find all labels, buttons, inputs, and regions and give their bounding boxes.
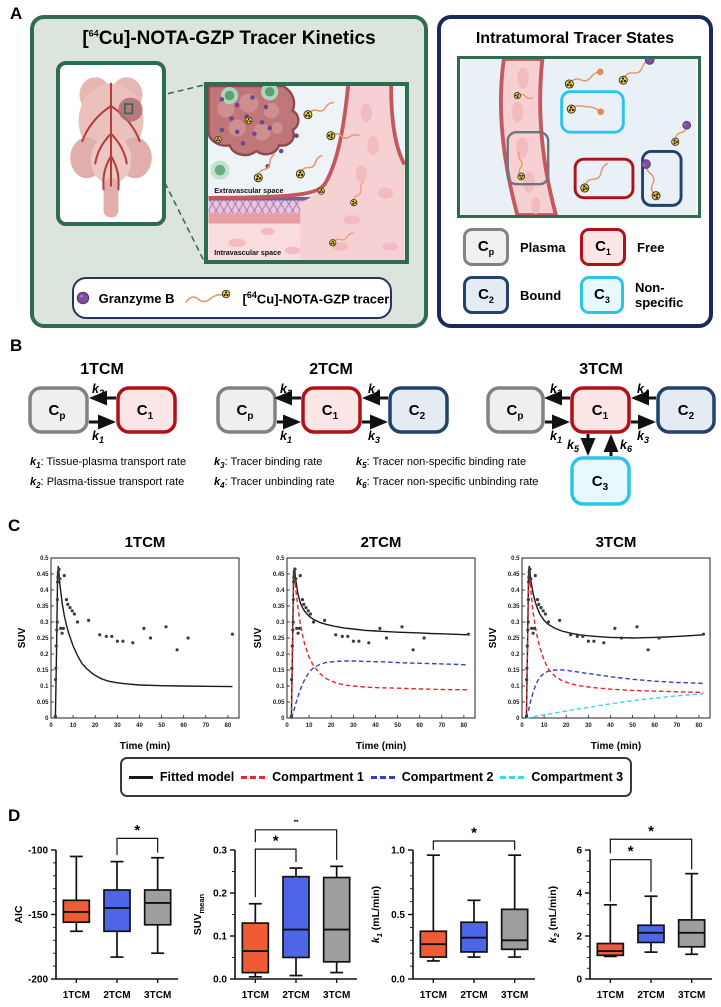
legend-line-sample [129, 776, 153, 779]
svg-text:0.25: 0.25 [36, 636, 49, 642]
microenvironment-inset [204, 82, 409, 264]
svg-text:0: 0 [520, 723, 524, 729]
svg-text:0: 0 [576, 974, 582, 986]
x-axis-label: Time (min) [590, 741, 642, 752]
chart-title: 1TCM [124, 534, 166, 551]
panel-d-label: D [8, 806, 21, 825]
svg-text:0: 0 [285, 723, 289, 729]
significance-star: * [648, 822, 654, 840]
boxplot-suvmean [189, 820, 365, 1005]
legend-line-sample [241, 776, 265, 779]
box-3tcm [502, 855, 528, 957]
category-label: 2TCM [282, 990, 310, 1001]
svg-text:Cp: $C_p$ [236, 402, 254, 422]
svg-text:50: 50 [394, 723, 401, 729]
svg-text:C1: $C_1$ [136, 402, 154, 422]
svg-text:20: 20 [327, 723, 335, 729]
svg-text:k2: $k_2$ [92, 382, 104, 398]
tracer-label: [$^{64}$Cu]-NOTA-GZP tracer [242, 289, 390, 307]
svg-text:10: 10 [540, 723, 548, 729]
intratumoral-illustration-box [457, 56, 701, 218]
x-axis-label: Time (min) [355, 741, 407, 752]
significance-star: * [272, 832, 279, 850]
category-label: 3TCM [323, 990, 351, 1001]
svg-text:0.4: 0.4 [40, 588, 49, 594]
y-axis-label: $k_1$ (mL/min) [370, 885, 384, 944]
boxplot-k1 [367, 820, 543, 1005]
tracer-kinetics-box [30, 15, 428, 328]
series-fitted-model [526, 566, 703, 718]
svg-text:0.4: 0.4 [511, 588, 520, 594]
cp-chip: $C_p$ [463, 228, 509, 266]
svg-text:0.15: 0.15 [272, 668, 285, 674]
series-compartment-3 [526, 694, 703, 718]
tac-chart-2tcm [252, 532, 484, 754]
svg-text:30: 30 [350, 723, 357, 729]
svg-text:0.45: 0.45 [36, 572, 49, 578]
svg-text:k5: $k_5$ [567, 438, 579, 454]
box-3tcm [145, 858, 171, 953]
svg-text:0.3: 0.3 [40, 620, 49, 626]
svg-text:60: 60 [651, 723, 659, 729]
significance-star: * [471, 824, 477, 842]
significance-star: * [134, 821, 141, 839]
svg-text:0.35: 0.35 [272, 604, 285, 610]
chart-svg [16, 532, 248, 754]
legend-item-2 [371, 770, 494, 784]
significance-bracket [610, 860, 651, 902]
chart-svg [252, 532, 484, 754]
svg-text:0.1: 0.1 [213, 931, 227, 943]
box-1tcm [597, 905, 623, 957]
series-fitted-model [55, 566, 232, 718]
svg-text:0.25: 0.25 [272, 636, 285, 642]
svg-text:0.2: 0.2 [40, 652, 49, 658]
intravascular-label: Intravascular space [214, 249, 282, 258]
significance-bracket [117, 838, 158, 855]
svg-text:0.15: 0.15 [507, 668, 520, 674]
box-3tcm [679, 874, 705, 955]
model-title-3tcm: 3TCM [579, 361, 623, 378]
model-title-1tcm: 1TCM [80, 361, 124, 378]
svg-text:0.5: 0.5 [391, 910, 405, 921]
definition-k1: $k_1$: Tissue-plasma transport rate [30, 456, 187, 471]
svg-text:2: 2 [576, 931, 582, 943]
chart-title: 2TCM [360, 534, 402, 551]
panel-a-label: A [10, 4, 23, 23]
svg-text:0.35: 0.35 [507, 604, 520, 610]
svg-text:0: 0 [281, 716, 285, 722]
svg-text:-100: -100 [27, 845, 48, 857]
y-axis-label: SUV [253, 627, 264, 649]
tracer-legend-pill [72, 277, 392, 319]
svg-text:-200: -200 [27, 974, 48, 986]
microenvironment-illustration [208, 86, 405, 260]
svg-text:0.05: 0.05 [507, 700, 520, 706]
box-2tcm [283, 868, 309, 976]
svg-text:0.2: 0.2 [276, 652, 285, 658]
tracer-kinetics-title: [$^{64}$Cu]-NOTA-GZP Tracer Kinetics [82, 28, 376, 49]
chart-svg [10, 820, 186, 1005]
legend-item-label: Fitted model [159, 770, 235, 784]
svg-text:0.2: 0.2 [213, 888, 227, 900]
svg-text:80: 80 [460, 723, 468, 729]
svg-text:0: 0 [49, 723, 53, 729]
category-label: 3TCM [144, 990, 172, 1001]
brain-inset-box [56, 61, 166, 226]
legend-item-nonspecific: $C_3$ Non-specific [580, 276, 709, 314]
definition-k2: $k_2$: Plasma-tissue transport rate [30, 476, 185, 491]
svg-text:1.0: 1.0 [391, 845, 405, 857]
rate-definitions-col1 [30, 454, 186, 494]
granzyme-icon [75, 290, 91, 306]
category-label: 2TCM [460, 990, 488, 1001]
plot-frame [51, 558, 239, 718]
svg-text:Cp: $C_p$ [48, 402, 66, 422]
legend-item-label: Compartment 2 [401, 770, 494, 784]
svg-text:0.05: 0.05 [36, 700, 49, 706]
svg-text:80: 80 [224, 723, 232, 729]
x-axis-label: Time (min) [119, 741, 171, 752]
svg-text:0: 0 [516, 716, 520, 722]
series-fitted-model [291, 568, 468, 718]
legend-item-3 [500, 770, 623, 784]
svg-text:0.4: 0.4 [276, 588, 285, 594]
svg-text:0.45: 0.45 [272, 572, 285, 578]
tumor-region [118, 98, 142, 122]
box-1tcm [242, 904, 268, 977]
svg-text:0: 0 [45, 716, 49, 722]
svg-text:k3: $k_3$ [637, 429, 649, 445]
svg-text:70: 70 [673, 723, 681, 729]
category-label: 1TCM [241, 990, 269, 1001]
svg-text:6: 6 [576, 845, 582, 857]
svg-text:0.2: 0.2 [511, 652, 520, 658]
legend-item-label: Compartment 1 [272, 770, 364, 784]
svg-text:C1: $C_1$ [591, 402, 609, 422]
svg-text:0.1: 0.1 [276, 684, 285, 690]
svg-text:0.25: 0.25 [507, 636, 520, 642]
definition-k3: $k_3$: Tracer binding rate [214, 456, 323, 471]
svg-text:0.05: 0.05 [272, 700, 285, 706]
model-title-2tcm: 2TCM [309, 361, 353, 378]
svg-text:Cp: $C_p$ [506, 402, 524, 422]
legend-line-sample [500, 776, 524, 779]
tac-chart-1tcm [16, 532, 248, 754]
legend-line-sample [371, 776, 395, 779]
svg-text:10: 10 [305, 723, 313, 729]
svg-text:10: 10 [69, 723, 77, 729]
legend-item-bound: $C_2$ Bound [463, 276, 561, 314]
c2-chip: $C_2$ [463, 276, 509, 314]
boxplot-k2 [544, 820, 720, 1005]
model-fit-legend [120, 757, 632, 797]
svg-text:0.0: 0.0 [391, 974, 405, 986]
svg-text:C2: $C_2$ [408, 402, 426, 422]
scatter-points [525, 568, 705, 718]
svg-text:k3: $k_3$ [368, 429, 380, 445]
y-axis-label: SUV [488, 627, 499, 649]
svg-text:50: 50 [629, 723, 636, 729]
svg-text:0.5: 0.5 [511, 556, 520, 562]
category-label: 3TCM [678, 990, 706, 1001]
y-axis-label: AIC [13, 905, 25, 924]
category-label: 3TCM [501, 990, 529, 1001]
box-2tcm [461, 900, 487, 957]
chart-svg [189, 820, 365, 1005]
svg-text:50: 50 [158, 723, 165, 729]
svg-text:30: 30 [114, 723, 121, 729]
y-axis-label: $k_2$ (mL/min) [547, 885, 561, 944]
svg-text:4: 4 [576, 888, 582, 900]
svg-text:0.3: 0.3 [276, 620, 285, 626]
svg-text:60: 60 [416, 723, 424, 729]
svg-text:80: 80 [695, 723, 703, 729]
chart-svg [544, 820, 720, 1005]
series-compartment-1 [526, 574, 703, 718]
chart-svg [487, 532, 719, 754]
significance-star: * [627, 843, 634, 861]
svg-text:k4: $k_4$ [637, 382, 649, 398]
tac-chart-3tcm [487, 532, 719, 754]
svg-text:k1: $k_1$ [550, 429, 562, 445]
y-axis-label: $SUV_{mean}$ [192, 893, 206, 936]
svg-text:k2: $k_2$ [280, 382, 292, 398]
granzyme-label: Granzyme B [98, 290, 175, 306]
svg-text:20: 20 [91, 723, 99, 729]
svg-text:0.1: 0.1 [511, 684, 520, 690]
svg-text:20: 20 [562, 723, 570, 729]
svg-text:0.5: 0.5 [276, 556, 285, 562]
svg-text:k1: $k_1$ [92, 429, 104, 445]
plot-frame [287, 558, 475, 718]
tracer-icon [183, 288, 235, 308]
legend-item-free: $C_1$ Free [580, 228, 664, 266]
rate-definitions-col3 [356, 454, 538, 494]
svg-text:60: 60 [180, 723, 188, 729]
scatter-points [54, 568, 234, 718]
box-2tcm [638, 896, 664, 952]
svg-text:0.3: 0.3 [213, 845, 227, 857]
svg-text:k4: $k_4$ [368, 382, 380, 398]
scatter-points [290, 568, 470, 718]
svg-text:0.5: 0.5 [40, 556, 49, 562]
series-compartment-2 [526, 670, 703, 718]
svg-text:C3: $C_3$ [591, 473, 609, 493]
definition-k5: $k_5$: Tracer non-specific binding rate [356, 456, 527, 471]
svg-text:40: 40 [607, 723, 614, 729]
svg-text:0.15: 0.15 [36, 668, 49, 674]
svg-text:70: 70 [202, 723, 210, 729]
svg-text:0.35: 0.35 [36, 604, 49, 610]
svg-text:C2: $C_2$ [677, 402, 695, 422]
legend-item-1 [241, 770, 364, 784]
chart-title: 3TCM [595, 534, 637, 551]
box-1tcm [420, 855, 446, 961]
legend-item-label: Compartment 3 [531, 770, 624, 784]
definition-k6: $k_6$: Tracer non-specific unbinding rate [356, 476, 539, 491]
model-1tcm [30, 382, 175, 445]
c1-chip: $C_1$ [580, 228, 626, 266]
legend-item-plasma: $C_p$ Plasma [463, 228, 566, 266]
y-axis-label: SUV [17, 627, 28, 649]
boxplot-aic [10, 820, 186, 1005]
svg-text:k2: $k_2$ [550, 382, 562, 398]
chart-svg [367, 820, 543, 1005]
significance-star: * [293, 820, 299, 831]
intratumoral-states-title: Intratumoral Tracer States [475, 30, 675, 47]
significance-bracket [433, 841, 514, 850]
svg-text:k6: $k_6$ [620, 438, 632, 454]
svg-text:30: 30 [585, 723, 592, 729]
svg-text:40: 40 [136, 723, 143, 729]
svg-text:-150: -150 [27, 910, 48, 921]
definition-k4: $k_4$: Tracer unbinding rate [214, 476, 335, 491]
panel-b-label: B [10, 336, 23, 355]
svg-text:0.0: 0.0 [213, 974, 227, 986]
svg-text:0.1: 0.1 [40, 684, 49, 690]
series-compartment-1 [291, 574, 468, 718]
intratumoral-states-box [437, 15, 713, 328]
box-1tcm [63, 856, 89, 931]
brain-illustration [60, 65, 162, 222]
category-label: 1TCM [419, 990, 447, 1001]
svg-text:0.45: 0.45 [507, 572, 520, 578]
category-label: 2TCM [103, 990, 131, 1001]
svg-text:70: 70 [438, 723, 446, 729]
intratumoral-illustration [460, 59, 698, 215]
c3-chip: $C_3$ [580, 276, 624, 314]
model-2tcm [218, 382, 447, 445]
svg-text:C1: $C_1$ [321, 402, 339, 422]
category-label: 1TCM [596, 990, 624, 1001]
category-label: 2TCM [637, 990, 665, 1001]
box-2tcm [104, 862, 130, 957]
extravascular-label: Extravascular space [214, 187, 284, 196]
rate-definitions-col2 [214, 454, 335, 494]
box-3tcm [324, 866, 350, 972]
legend-item-0 [129, 770, 234, 784]
svg-text:40: 40 [372, 723, 379, 729]
svg-text:k1: $k_1$ [280, 429, 292, 445]
category-label: 1TCM [62, 990, 90, 1001]
panel-c-label: C [8, 516, 21, 535]
svg-text:0.3: 0.3 [511, 620, 520, 626]
